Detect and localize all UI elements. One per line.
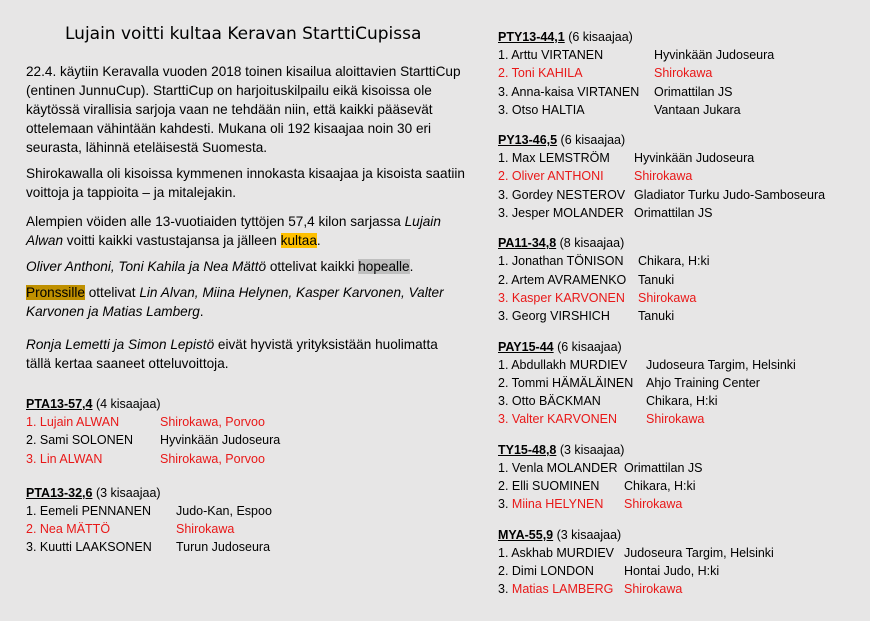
result-row: 2. Artem AVRAMENKO Tanuki: [498, 272, 675, 287]
silver-paragraph: Oliver Anthoni, Toni Kahila ja Nea Mättö ottelivat kaikki hopealle.: [26, 259, 414, 274]
result-row: 1. Jonathan TÖNISON Chikara, H:ki: [498, 254, 710, 269]
result-row: 3. Anna-kaisa VIRTANEN Orimattilan JS: [498, 84, 733, 99]
result-row: 1. Askhab MURDIEV Judoseura Targim, Helsinki: [498, 545, 774, 560]
result-row: 2. Oliver ANTHONI Shirokawa: [498, 169, 693, 184]
category-heading: PTA13-32,6 (3 kisaajaa): [26, 485, 161, 500]
shirokawa-paragraph: Shirokawalla oli kisoissa kymmenen innokasta kisaajaa ja kisoista saatiin voittoja ja tappioita – ja mitalejakin.: [26, 166, 465, 200]
category-heading: PA11-34,8 (8 kisaajaa): [498, 236, 625, 251]
silver-highlight: hopealle: [358, 259, 410, 274]
result-row: 1. Arttu VIRTANEN Hyvinkään Judoseura: [498, 48, 775, 62]
bronze-paragraph: Pronssille ottelivat Lin Alvan, Miina Helynen, Kasper Karvonen, Valter Karvonen ja Matias Lamberg.: [26, 285, 444, 319]
category-heading: PTA13-57,4 (4 kisaajaa): [26, 397, 161, 411]
gold-paragraph: Alempien vöiden alle 13-vuotiaiden tyttöjen 57,4 kilon sarjassa Lujain Alwan voitti kaikki vastustajansa ja jälleen kultaa.: [26, 214, 441, 248]
results-column: [498, 28, 868, 611]
result-block-pty13-44: [498, 28, 868, 119]
result-block-pta13-32: [26, 484, 466, 557]
result-block-pay15-44: [498, 338, 868, 429]
result-block-ty15-48: [498, 441, 868, 514]
result-row: 2. Tommi HÄMÄLÄINEN Ahjo Training Center: [498, 375, 760, 390]
result-row: 1. Venla MOLANDER Orimattilan JS: [498, 460, 703, 475]
no-wins-paragraph: Ronja Lemetti ja Simon Lepistö eivät hyvistä yrityksistään huolimatta tällä kertaa saaneet otteluvoittoja.: [26, 337, 438, 371]
result-row: 2. Sami SOLONEN Hyvinkään Judoseura: [26, 433, 281, 448]
result-block-py13-46: [498, 131, 868, 222]
result-row: 2. Dimi LONDON Hontai Judo, H:ki: [498, 563, 720, 578]
category-heading: PAY15-44 (6 kisaajaa): [498, 339, 622, 354]
result-row: 3. Jesper MOLANDER Orimattilan JS: [498, 206, 713, 221]
result-row: 3. Gordey NESTEROV Gladiator Turku Judo-Samboseura: [498, 187, 826, 202]
category-heading: PY13-46,5 (6 kisaajaa): [498, 133, 626, 148]
result-row: 3. Kasper KARVONEN Shirokawa: [498, 290, 697, 305]
result-row: 2. Elli SUOMINEN Chikara, H:ki: [498, 479, 696, 494]
result-block-mya-55: [498, 526, 868, 599]
result-row: 1. Lujain ALWAN Shirokawa, Porvoo: [26, 415, 265, 429]
article-column: [26, 24, 466, 573]
result-row: 1. Abdullakh MURDIEV Judoseura Targim, Helsinki: [498, 357, 796, 372]
result-block-pa11-34: [498, 234, 868, 325]
result-row: 3. Matias LAMBERG Shirokawa: [498, 582, 683, 597]
result-row: 3. Kuutti LAAKSONEN Turun Judoseura: [26, 540, 271, 555]
result-row: 1. Eemeli PENNANEN Judo-Kan, Espoo: [26, 503, 272, 518]
result-row: 2. Nea MÄTTÖ Shirokawa: [26, 522, 235, 537]
result-row: 1. Max LEMSTRÖM Hyvinkään Judoseura: [498, 151, 755, 166]
result-block-pta13-57: [26, 395, 466, 468]
result-row: 3. Valter KARVONEN Shirokawa: [498, 412, 705, 427]
bronze-highlight: Pronssille: [26, 285, 85, 300]
result-row: 3. Lin ALWAN Shirokawa, Porvoo: [26, 451, 265, 466]
category-heading: PTY13-44,1 (6 kisaajaa): [498, 30, 633, 44]
article-title: Lujain voitti kultaa Keravan StarttiCupissa: [65, 24, 422, 44]
athlete-name: Lujain Alwan: [26, 214, 441, 248]
result-row: 2. Toni KAHILA Shirokawa: [498, 66, 713, 81]
result-row: 3. Otto BÄCKMAN Chikara, H:ki: [498, 394, 718, 409]
category-heading: MYA-55,9 (3 kisaajaa): [498, 527, 622, 542]
gold-highlight: kultaa: [280, 233, 317, 248]
category-heading: TY15-48,8 (3 kisaajaa): [498, 442, 625, 457]
result-row: 3. Otso HALTIA Vantaan Jukara: [498, 102, 741, 117]
intro-paragraph: 22.4. käytiin Keravalla vuoden 2018 toinen kisailua aloittavien StarttiCup (entinen JunnuCup). StarttiCup on harjoituskilpailu eikä kisoissa ole käytössä virallisia sarjoja vaan ne tehdään niin, että kaikki pääsevät ottelemaan vähintään kahdesti. Mukana oli 192 kisaajaa noin 30 eri seurasta, lähinnä eteläisestä Suomesta.: [26, 64, 461, 155]
result-row: 3. Georg VIRSHICH Tanuki: [498, 309, 675, 324]
result-row: 3. Miina HELYNEN Shirokawa: [498, 497, 683, 512]
